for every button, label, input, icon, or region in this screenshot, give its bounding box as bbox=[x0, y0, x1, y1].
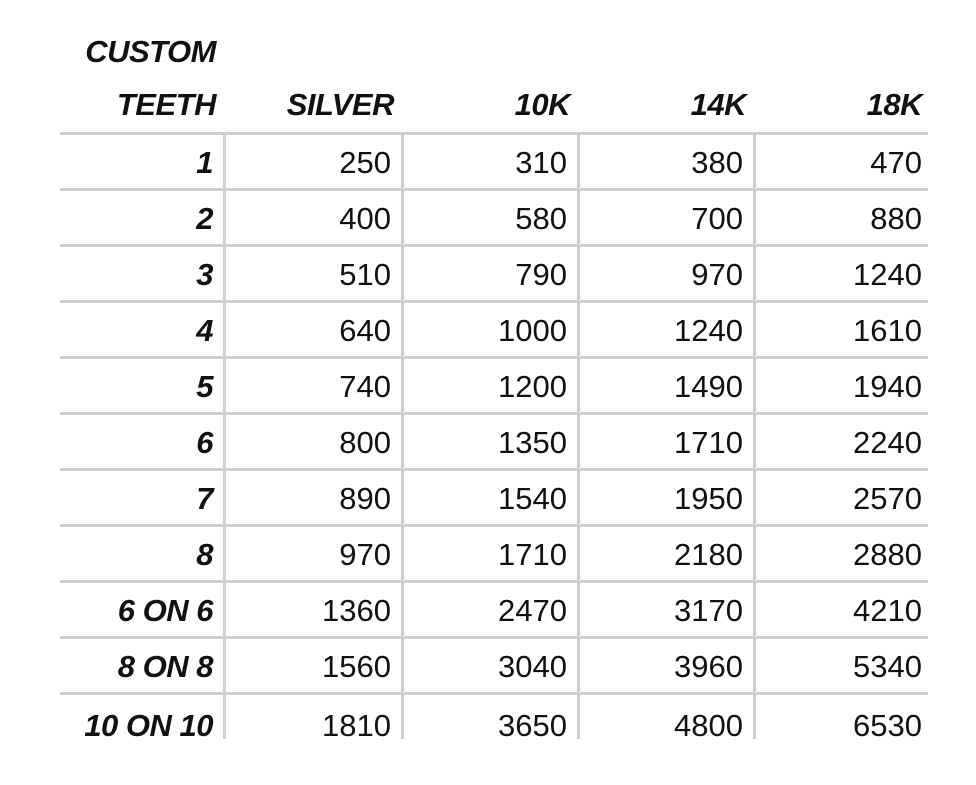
price-18k: 1940 bbox=[853, 369, 922, 404]
price-10k: 1350 bbox=[404, 415, 580, 468]
header-10k: 10K bbox=[514, 87, 570, 122]
price-10k: 1540 bbox=[404, 471, 580, 524]
price-silver: 970 bbox=[226, 527, 404, 580]
price-18k: 880 bbox=[870, 201, 922, 236]
teeth-count: 8 ON 8 bbox=[60, 639, 226, 692]
table-row bbox=[60, 415, 928, 471]
header-18k: 18K bbox=[866, 87, 922, 122]
price-silver: 1360 bbox=[226, 583, 404, 636]
price-10k: 580 bbox=[404, 191, 580, 244]
price-18k: 6530 bbox=[853, 708, 922, 739]
price-14k: 1240 bbox=[580, 303, 756, 356]
price-18k: 2880 bbox=[853, 537, 922, 572]
teeth-count: 1 bbox=[60, 135, 226, 188]
table-row bbox=[60, 583, 928, 639]
price-10k: 1000 bbox=[404, 303, 580, 356]
price-18k: 470 bbox=[870, 145, 922, 180]
price-silver: 250 bbox=[226, 135, 404, 188]
price-14k: 700 bbox=[580, 191, 756, 244]
teeth-count: 6 bbox=[60, 415, 226, 468]
table-row bbox=[60, 135, 928, 191]
price-10k: 790 bbox=[404, 247, 580, 300]
price-14k: 1710 bbox=[580, 415, 756, 468]
price-14k: 1490 bbox=[580, 359, 756, 412]
price-18k: 1240 bbox=[853, 257, 922, 292]
price-silver: 890 bbox=[226, 471, 404, 524]
price-18k: 5340 bbox=[853, 649, 922, 684]
teeth-count: 4 bbox=[60, 303, 226, 356]
teeth-count: 3 bbox=[60, 247, 226, 300]
price-silver: 740 bbox=[226, 359, 404, 412]
price-10k: 310 bbox=[404, 135, 580, 188]
price-table bbox=[60, 26, 928, 739]
price-silver: 1560 bbox=[226, 639, 404, 692]
price-silver: 640 bbox=[226, 303, 404, 356]
teeth-count: 2 bbox=[60, 191, 226, 244]
price-14k: 2180 bbox=[580, 527, 756, 580]
table-row bbox=[60, 191, 928, 247]
price-14k: 970 bbox=[580, 247, 756, 300]
teeth-count: 7 bbox=[60, 471, 226, 524]
header-row bbox=[60, 78, 928, 135]
header-teeth: TEETH bbox=[116, 87, 216, 122]
price-18k: 1610 bbox=[853, 313, 922, 348]
table-row bbox=[60, 471, 928, 527]
table-row bbox=[60, 639, 928, 695]
header-row-top bbox=[60, 26, 928, 78]
price-18k: 2570 bbox=[853, 481, 922, 516]
price-14k: 380 bbox=[580, 135, 756, 188]
price-silver: 800 bbox=[226, 415, 404, 468]
price-10k: 3040 bbox=[404, 639, 580, 692]
price-10k: 1200 bbox=[404, 359, 580, 412]
header-custom: CUSTOM bbox=[85, 34, 216, 69]
price-18k: 2240 bbox=[853, 425, 922, 460]
price-silver: 400 bbox=[226, 191, 404, 244]
price-14k: 3170 bbox=[580, 583, 756, 636]
teeth-count: 8 bbox=[60, 527, 226, 580]
price-14k: 3960 bbox=[580, 639, 756, 692]
table-row bbox=[60, 359, 928, 415]
teeth-count: 6 ON 6 bbox=[60, 583, 226, 636]
table-row bbox=[60, 247, 928, 303]
price-silver: 510 bbox=[226, 247, 404, 300]
price-18k: 4210 bbox=[853, 593, 922, 628]
header-14k: 14K bbox=[690, 87, 746, 122]
price-10k: 2470 bbox=[404, 583, 580, 636]
price-silver: 1810 bbox=[226, 695, 404, 739]
price-10k: 1710 bbox=[404, 527, 580, 580]
teeth-count: 10 ON 10 bbox=[60, 695, 226, 739]
table-row bbox=[60, 303, 928, 359]
table-row bbox=[60, 527, 928, 583]
price-14k: 1950 bbox=[580, 471, 756, 524]
header-silver: SILVER bbox=[286, 87, 394, 122]
table-row bbox=[60, 695, 928, 739]
teeth-count: 5 bbox=[60, 359, 226, 412]
price-14k: 4800 bbox=[580, 695, 756, 739]
price-10k: 3650 bbox=[404, 695, 580, 739]
